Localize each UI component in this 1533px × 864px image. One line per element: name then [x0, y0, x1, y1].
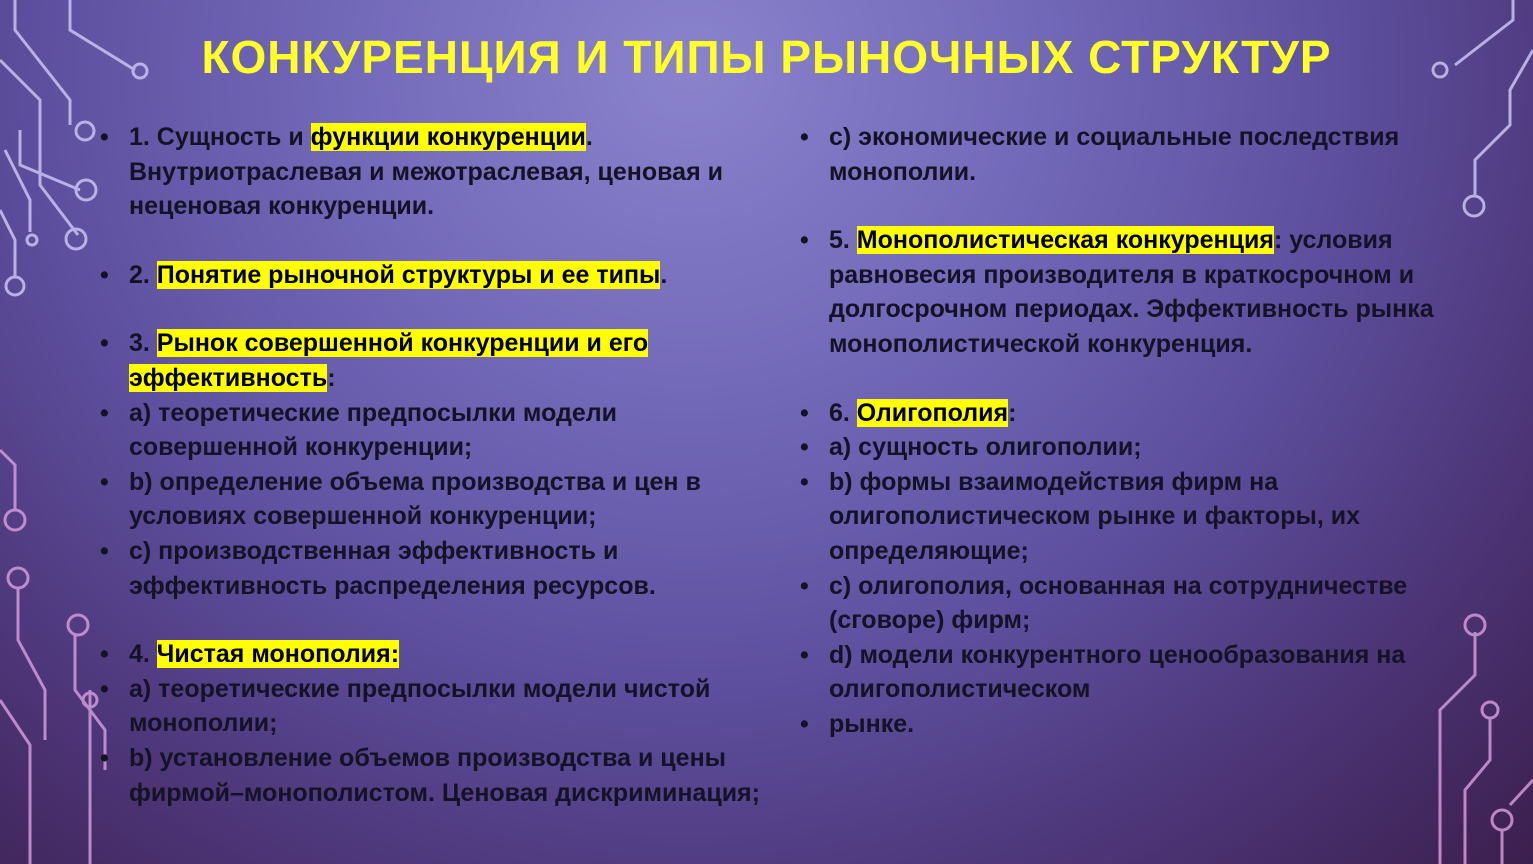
- highlighted-term: Монополистическая конкуренция: [856, 226, 1274, 255]
- list-item: [800, 223, 1470, 361]
- item-prefix: 6.: [829, 398, 857, 427]
- list-item: • a) сущность олигополии;: [800, 430, 1470, 465]
- list-item: • a) теоретические предпосылки модели совершенной конкуренции;: [100, 396, 790, 465]
- list-item: [100, 258, 790, 293]
- list-item: • d) модели конкурентного ценообразования на олигополистическом: [800, 638, 1470, 707]
- item-prefix: 3.: [129, 329, 157, 358]
- list-item: • c) производственная эффективность и эффективность распределения ресурсов.: [100, 534, 790, 603]
- item-prefix: 4.: [129, 640, 157, 669]
- right-column: [800, 120, 1470, 742]
- list-item: • b) формы взаимодействия фирм на олигополистическом рынке и факторы, их определяющие;: [800, 465, 1470, 569]
- list-item: • a) теоретические предпосылки модели чистой монополии;: [100, 672, 790, 741]
- item-suffix: .: [660, 260, 668, 289]
- slide-title: КОНКУРЕНЦИЯ И ТИПЫ РЫНОЧНЫХ СТРУКТУР: [201, 31, 1332, 83]
- highlighted-term: Олигополия: [856, 398, 1009, 427]
- list-item: • b) установление объемов производства и цены фирмой–монополистом. Ценовая дискриминация;: [100, 741, 790, 810]
- list-item: [100, 326, 790, 395]
- highlighted-term: Чистая монополия:: [156, 640, 400, 669]
- item-prefix: 1. Сущность и: [129, 123, 311, 151]
- item-prefix: 2.: [129, 260, 157, 289]
- list-item: • рынке.: [800, 707, 1470, 742]
- list-item: [100, 637, 790, 672]
- list-item: • c) экономические и социальные последствия монополии.: [800, 120, 1470, 189]
- item-suffix: :: [1008, 398, 1017, 427]
- item-suffix: . Внутриотраслевая и межотраслевая, ценовая и неценовая конкуренции.: [129, 123, 723, 221]
- item-suffix: :: [327, 363, 336, 392]
- list-item: • c) олигополия, основанная на сотрудничестве (сговоре) фирм;: [800, 569, 1470, 638]
- list-item: [100, 120, 790, 224]
- item-suffix: : условия равновесия производителя в краткосрочном и долгосрочном периодах. Эффективность рынка монополистической конкуренция.: [829, 226, 1434, 358]
- list-item: • b) определение объема производства и цен в условиях совершенной конкуренции;: [100, 465, 790, 534]
- highlighted-term: Понятие рыночной структуры и ее типы: [156, 260, 661, 289]
- highlighted-term: Рынок совершенной конкуренции и его эффективность: [129, 329, 649, 392]
- highlighted-term: функции конкуренции: [310, 123, 586, 151]
- item-prefix: 5.: [829, 226, 857, 255]
- left-column: [100, 120, 790, 810]
- list-item: [800, 396, 1470, 431]
